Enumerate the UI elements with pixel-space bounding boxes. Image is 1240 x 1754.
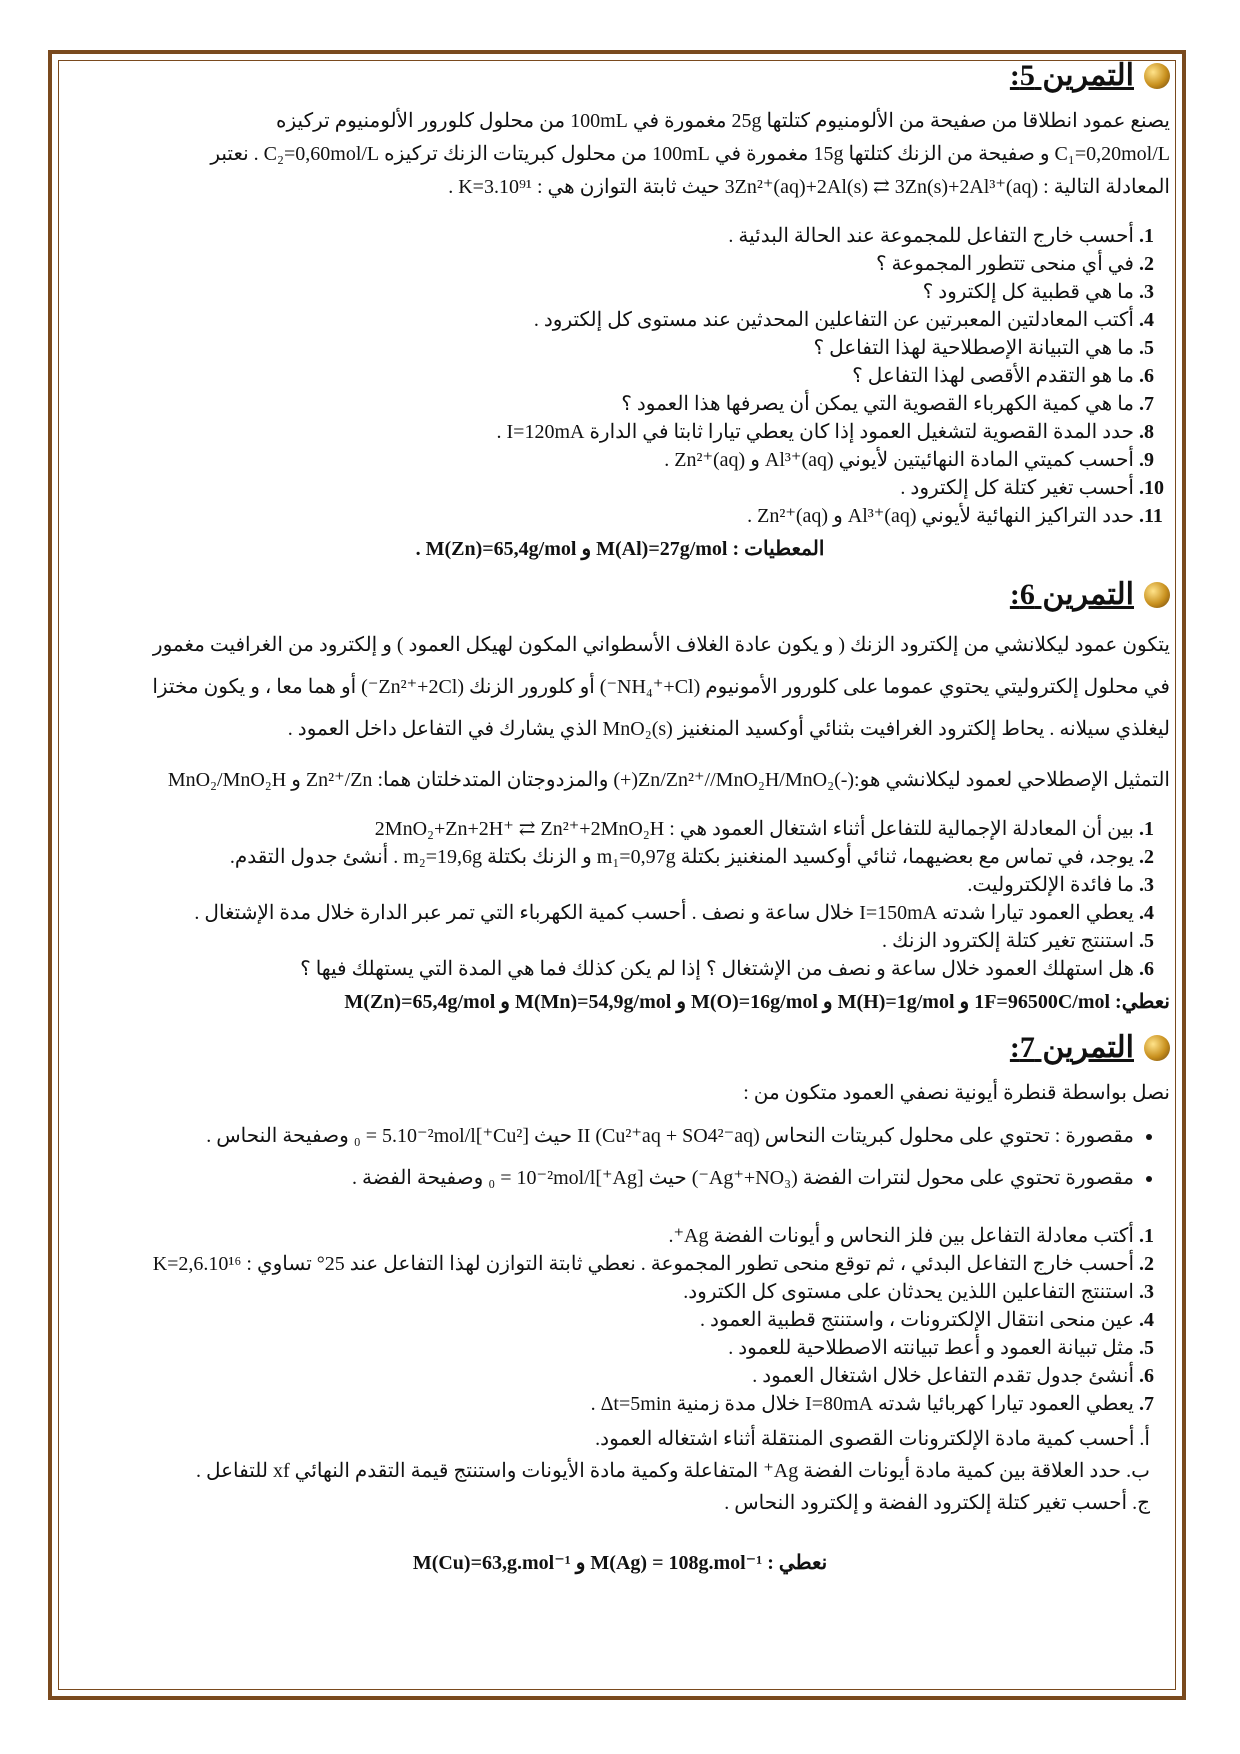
exercise-5-questions	[70, 222, 1170, 530]
question-item: 10. أحسب تغير كتلة كل إلكترود .	[70, 474, 1134, 502]
question-item: 5. ما هي التبيانة الإصطلاحية لهذا التفاعل ؟	[70, 334, 1134, 362]
exercise-6	[70, 577, 1170, 1014]
exercise-6-title: التمرين 6:	[70, 577, 1170, 612]
question-item: 8. حدد المدة القصوية لتشغيل العمود إذا كان يعطي تيارا ثابتا في الدارة I=120mA .	[70, 418, 1134, 446]
question-item: 2. في أي منحى تتطور المجموعة ؟	[70, 250, 1134, 278]
exercise-6-intro-2: في محلول إلكتروليتي يحتوي عموما على كلورور الأمونيوم (NH₄⁺+Cl⁻) أو كلورور الزنك (Zn²⁺+2Cl⁻) أو هما معا ، و يكون مختزا	[152, 676, 1170, 698]
exercise-5-data: المعطيات : M(Al)=27g/mol و M(Zn)=65,4g/mol .	[415, 538, 825, 560]
sub-question-item: ج. أحسب تغير كتلة إلكترود الفضة و إلكترود النحاس .	[724, 1492, 1150, 1514]
question-item: 6. ما هو التقدم الأقصى لهذا التفاعل ؟	[70, 362, 1134, 390]
bullet-ball-icon	[1144, 63, 1170, 89]
question-item: 4. عين منحى انتقال الإلكترونات ، واستنتج قطبية العمود .	[70, 1306, 1134, 1334]
exercise-5-intro-1: يصنع عمود انطلاقا من صفيحة من الألومنيوم كتلتها 25g مغمورة في 100mL من محلول كلورور الألومنيوم تركيزه	[276, 110, 1170, 132]
bullet-item: • مقصورة : تحتوي على محلول كبريتات النحاس II (Cu²⁺aq + SO4²⁻aq) حيث [Cu²⁺]₀ = 5.10⁻²mol/l وصفيحة النحاس .	[70, 1122, 1134, 1150]
document-content	[70, 58, 1170, 1581]
exercise-7-bullets	[70, 1122, 1170, 1192]
question-item: 9. أحسب كميتي المادة النهائيتين لأيوني Al³⁺(aq) و Zn²⁺(aq) .	[70, 446, 1134, 474]
question-item: 1. بين أن المعادلة الإجمالية للتفاعل أثناء اشتغال العمود هي : 2MnO₂+Zn+2H⁺ ⇄ Zn²⁺+2MnO₂H	[70, 815, 1134, 843]
question-item: 7. ما هي كمية الكهرباء القصوية التي يمكن أن يصرفها هذا العمود ؟	[70, 390, 1134, 418]
bullet-item: • مقصورة تحتوي على محول لنترات الفضة (Ag⁺+NO₃⁻) حيث [Ag⁺]₀ = 10⁻²mol/l وصفيحة الفضة .	[70, 1164, 1134, 1192]
exercise-5-intro-2: C₁=0,20mol/L و صفيحة من الزنك كتلتها 15g مغمورة في 100mL من محلول كبريتات الزنك تركيزه C₂=0,60mol/L . نعتبر	[210, 143, 1170, 165]
question-item: 6. هل استهلك العمود خلال ساعة و نصف من الإشتغال ؟ إذا لم يكن كذلك فما هي المدة التي يستهلك فيها ؟	[70, 955, 1134, 983]
exercise-5-intro-3: المعادلة التالية : 3Zn²⁺(aq)+2Al(s) ⇄ 3Zn(s)+2Al³⁺(aq) حيث ثابتة التوازن هي : K=3.10⁹¹ .	[448, 176, 1170, 198]
exercise-6-intro-1: يتكون عمود ليكلانشي من إلكترود الزنك ( و يكون عادة الغلاف الأسطواني المكون لهيكل العمود ) و إلكترود من الغرافيت مغمور	[152, 634, 1170, 656]
exercise-5	[70, 58, 1170, 561]
question-item: 3. ما فائدة الإلكتروليت.	[70, 871, 1134, 899]
question-item: 3. استنتج التفاعلين اللذين يحدثان على مستوى كل الكترود.	[70, 1278, 1134, 1306]
question-item: 7. يعطي العمود تيارا كهربائيا شدته I=80mA خلال مدة زمنية Δt=5min .	[70, 1390, 1134, 1418]
question-item: 1. أكتب معادلة التفاعل بين فلز النحاس و أيونات الفضة Ag⁺.	[70, 1222, 1134, 1250]
question-item: 5. مثل تبيانة العمود و أعط تبيانته الاصطلاحية للعمود .	[70, 1334, 1134, 1362]
bullet-ball-icon	[1144, 582, 1170, 608]
exercise-7-sub-questions	[70, 1424, 1170, 1518]
exercise-7	[70, 1030, 1170, 1575]
question-item: 5. استنتج تغير كتلة إلكترود الزنك .	[70, 927, 1134, 955]
exercise-5-title: التمرين 5:	[70, 58, 1170, 93]
exercise-6-questions	[70, 815, 1170, 983]
question-item: 1. أحسب خارج التفاعل للمجموعة عند الحالة البدئية .	[70, 222, 1134, 250]
question-item: 3. ما هي قطبية كل إلكترود ؟	[70, 278, 1134, 306]
exercise-6-intro-3: ليغلذي سيلانه . يحاط إلكترود الغرافيت بثنائي أوكسيد المنغنيز MnO₂(s) الذي يشارك في التفاعل داخل العمود .	[287, 718, 1170, 740]
question-item: 6. أنشئ جدول تقدم التفاعل خلال اشتغال العمود .	[70, 1362, 1134, 1390]
bullet-ball-icon	[1144, 1035, 1170, 1061]
exercise-7-questions	[70, 1222, 1170, 1418]
question-item: 4. أكتب المعادلتين المعبرتين عن التفاعلين المحدثين عند مستوى كل إلكترود .	[70, 306, 1134, 334]
exercise-6-representation: التمثيل الإصطلاحي لعمود ليكلانشي هو:(-)Zn/Zn²⁺//MnO₂H/MnO₂(+) والمزدوجتان المتدخلتان هما: Zn²⁺/Zn و MnO₂/MnO₂H	[167, 769, 1170, 791]
sub-question-item: أ. أحسب كمية مادة الإلكترونات القصوى المنتقلة أثناء اشتغاله العمود.	[595, 1428, 1150, 1450]
question-item: 4. يعطي العمود تيارا شدته I=150mA خلال ساعة و نصف . أحسب كمية الكهرباء التي تمر عبر الدارة خلال مدة الإشتغال .	[70, 899, 1134, 927]
question-item: 2. أحسب خارج التفاعل البدئي ، ثم توقع منحى تطور المجموعة . نعطي ثابتة التوازن لهذا التفاعل عند 25° تساوي : K=2,6.10¹⁶	[70, 1250, 1134, 1278]
question-item: 2. يوجد، في تماس مع بعضيهما، ثنائي أوكسيد المنغنيز بكتلة m₁=0,97g و الزنك بكتلة m₂=19,6g . أنشئ جدول التقدم.	[70, 843, 1134, 871]
exercise-6-data: نعطي: 1F=96500C/mol و M(H)=1g/mol و M(O)=16g/mol و M(Mn)=54,9g/mol و M(Zn)=65,4g/mol	[344, 991, 1170, 1013]
exercise-7-data: نعطي : M(Ag) = 108g.mol⁻¹ و M(Cu)=63,g.mol⁻¹	[412, 1552, 828, 1574]
exercise-7-intro: نصل بواسطة قنطرة أيونية نصفي العمود متكون من :	[743, 1082, 1170, 1104]
exercise-7-title: التمرين 7:	[70, 1030, 1170, 1065]
sub-question-item: ب. حدد العلاقة بين كمية مادة أيونات الفضة Ag⁺ المتفاعلة وكمية مادة الأيونات واستنتج قيمة التقدم النهائي xf للتفاعل .	[195, 1460, 1150, 1482]
question-item: 11. حدد التراكيز النهائية لأيوني Al³⁺(aq) و Zn²⁺(aq) .	[70, 502, 1134, 530]
